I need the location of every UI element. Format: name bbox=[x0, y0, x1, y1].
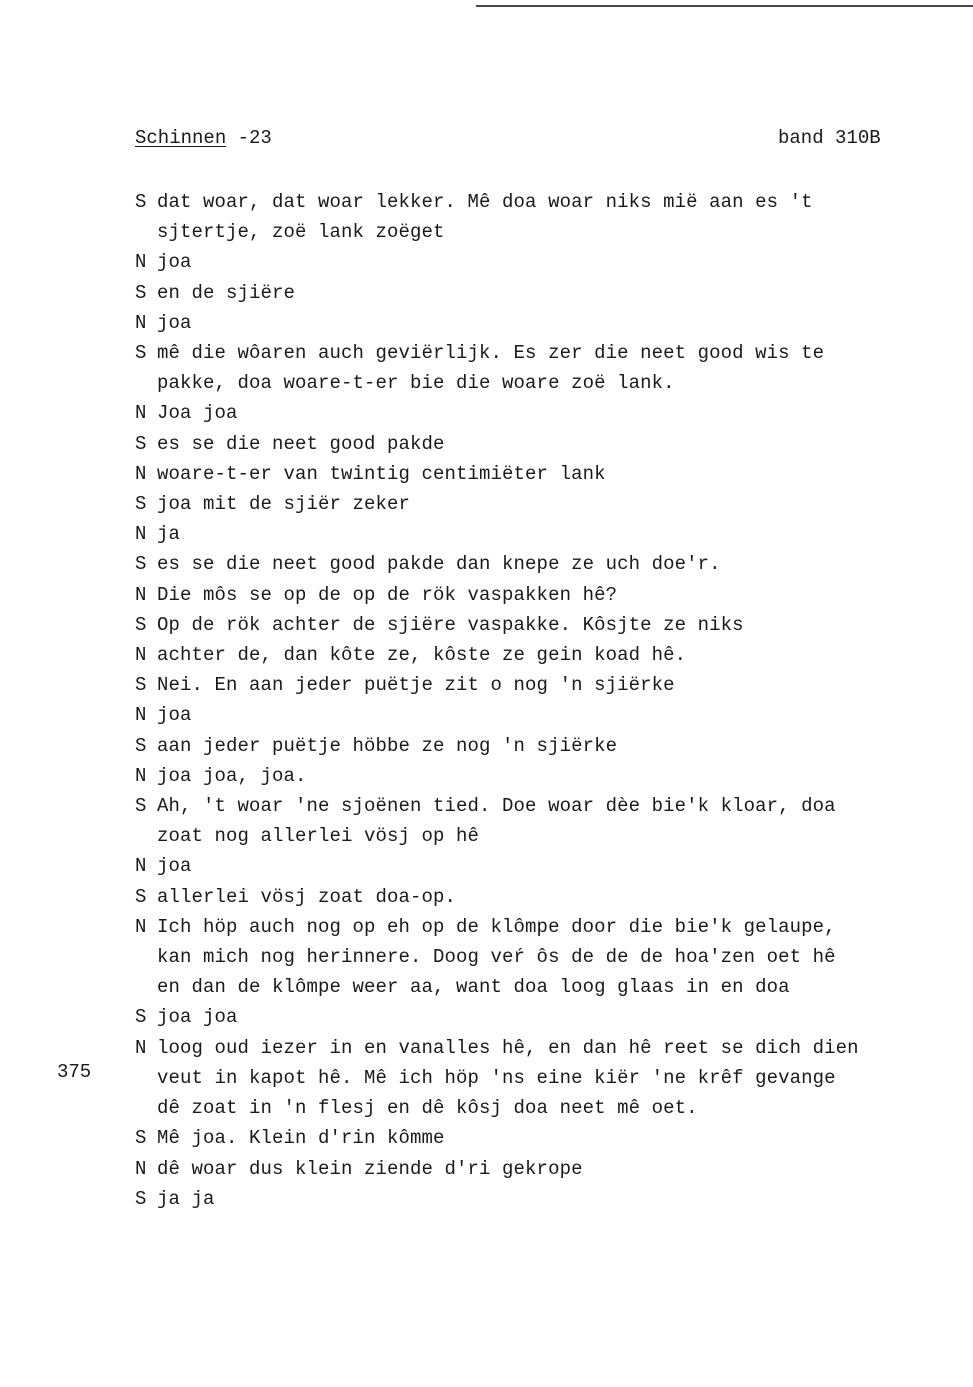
turn-text bbox=[157, 791, 925, 851]
speaker-label: S bbox=[135, 553, 147, 576]
top-rule bbox=[476, 5, 973, 7]
transcript-turn bbox=[135, 1033, 925, 1124]
turn-text bbox=[157, 851, 925, 881]
turn-text bbox=[157, 640, 925, 670]
speaker-label: S bbox=[135, 281, 147, 304]
turn-text bbox=[157, 549, 925, 579]
speaker-label: S bbox=[135, 342, 147, 365]
transcript bbox=[135, 187, 925, 1214]
transcript-turn bbox=[135, 247, 925, 277]
speaker-label: S bbox=[135, 795, 147, 818]
turn-text bbox=[157, 761, 925, 791]
speaker-label: N bbox=[135, 764, 147, 787]
page-number: -23 bbox=[226, 127, 272, 149]
transcript-turn bbox=[135, 1154, 925, 1184]
transcript-turn bbox=[135, 398, 925, 428]
text-line: es se die neet good pakde bbox=[157, 432, 445, 455]
text-line: joa bbox=[157, 251, 192, 274]
transcript-turn bbox=[135, 429, 925, 459]
turn-text bbox=[157, 1154, 925, 1184]
text-line: woare-t-er van twintig centimiëter lank bbox=[157, 462, 606, 485]
transcript-turn bbox=[135, 670, 925, 700]
text-line: loog oud iezer in en vanalles hê, en dan hê reet se dich dien bbox=[157, 1036, 859, 1059]
text-line: Op de rök achter de sjiëre vaspakke. Kôsjte ze niks bbox=[157, 613, 744, 636]
text-line: en de sjiëre bbox=[157, 281, 296, 304]
text-line: mê die wôaren auch geviërlijk. Es zer die neet good wis te bbox=[157, 342, 825, 365]
speaker-label: N bbox=[135, 1036, 147, 1059]
speaker-label: N bbox=[135, 311, 147, 334]
text-line: Mê joa. Klein d'rin kômme bbox=[157, 1127, 445, 1150]
text-line: allerlei vösj zoat doa-op. bbox=[157, 885, 457, 908]
turn-text bbox=[157, 398, 925, 428]
transcript-turn bbox=[135, 278, 925, 308]
text-line: joa bbox=[157, 311, 192, 334]
speaker-label: N bbox=[135, 915, 147, 938]
transcript-turn bbox=[135, 700, 925, 730]
speaker-label: S bbox=[135, 191, 147, 213]
turn-text bbox=[157, 1033, 925, 1124]
speaker-label: S bbox=[135, 1127, 147, 1150]
turn-text bbox=[157, 670, 925, 700]
text-line: Joa joa bbox=[157, 402, 238, 425]
text-line: Die môs se op de op de rök vaspakken hê? bbox=[157, 583, 618, 606]
turn-text bbox=[157, 731, 925, 761]
text-line: aan jeder puëtje höbbe ze nog 'n sjiërke bbox=[157, 734, 618, 757]
text-line: achter de, dan kôte ze, kôste ze gein koad hê. bbox=[157, 644, 687, 667]
text-line: joa mit de sjiër zeker bbox=[157, 493, 411, 516]
transcript-turn bbox=[135, 1123, 925, 1153]
transcript-turn bbox=[135, 610, 925, 640]
text-line: Nei. En aan jeder puëtje zit o nog 'n sjiërke bbox=[157, 674, 675, 697]
speaker-label: S bbox=[135, 885, 147, 908]
speaker-label: S bbox=[135, 1006, 147, 1029]
speaker-label: S bbox=[135, 613, 147, 636]
text-line: joa bbox=[157, 704, 192, 727]
text-line: pakke, doa woare-t-er bie die woare zoë lank. bbox=[157, 372, 675, 395]
text-line: sjtertje, zoë lank zoëget bbox=[157, 221, 445, 244]
text-line: en dan de klômpe weer aa, want doa loog glaas in en doa bbox=[157, 976, 790, 999]
text-line: dê zoat in 'n flesj en dê kôsj doa neet mê oet. bbox=[157, 1097, 698, 1120]
transcript-turn bbox=[135, 1184, 925, 1214]
speaker-label: S bbox=[135, 674, 147, 697]
turn-text bbox=[157, 1002, 925, 1032]
text-line: ja ja bbox=[157, 1187, 215, 1210]
text-line: Ah, 't woar 'ne sjoënen tied. Doe woar dèe bie'k kloar, doa bbox=[157, 795, 836, 818]
speaker-label: S bbox=[135, 734, 147, 757]
turn-text bbox=[157, 459, 925, 489]
transcript-turn bbox=[135, 1002, 925, 1032]
turn-text bbox=[157, 610, 925, 640]
text-line: ja bbox=[157, 523, 181, 546]
turn-text bbox=[157, 1123, 925, 1153]
speaker-label: N bbox=[135, 704, 147, 727]
transcript-turn bbox=[135, 519, 925, 549]
turn-text bbox=[157, 429, 925, 459]
turn-text bbox=[157, 912, 925, 1003]
turn-text bbox=[157, 489, 925, 519]
text-line: Ich höp auch nog op eh op de klômpe door die bie'k gelaupe, bbox=[157, 915, 836, 938]
transcript-turn bbox=[135, 580, 925, 610]
text-line: dat woar, dat woar lekker. Mê doa woar niks mië aan es 't bbox=[157, 191, 813, 213]
text-line: dê woar dus klein ziende d'ri gekrope bbox=[157, 1157, 583, 1180]
transcript-turn bbox=[135, 851, 925, 881]
turn-text bbox=[157, 580, 925, 610]
turn-text bbox=[157, 278, 925, 308]
speaker-label: N bbox=[135, 402, 147, 425]
page-header-left bbox=[135, 126, 272, 150]
transcript-turn bbox=[135, 489, 925, 519]
speaker-label: S bbox=[135, 493, 147, 516]
speaker-label: N bbox=[135, 251, 147, 274]
turn-text bbox=[157, 700, 925, 730]
transcript-turn bbox=[135, 731, 925, 761]
transcript-turn bbox=[135, 912, 925, 1003]
text-line: kan mich nog herinnere. Doog veŕ ôs de de de hoa'zen oet hê bbox=[157, 946, 836, 969]
turn-text bbox=[157, 882, 925, 912]
text-line: joa joa, joa. bbox=[157, 764, 307, 787]
text-line: veut in kapot hê. Mê ich höp 'ns eine kiër 'ne krêf gevange bbox=[157, 1066, 836, 1089]
text-line: joa bbox=[157, 855, 192, 878]
turn-text bbox=[157, 519, 925, 549]
margin-line-number: 375 bbox=[57, 1061, 92, 1083]
transcript-turn bbox=[135, 338, 925, 398]
speaker-label: N bbox=[135, 644, 147, 667]
speaker-label: S bbox=[135, 432, 147, 455]
transcript-turn bbox=[135, 459, 925, 489]
turn-text bbox=[157, 1184, 925, 1214]
speaker-label: N bbox=[135, 462, 147, 485]
turn-text bbox=[157, 247, 925, 277]
band-label: band 310B bbox=[778, 127, 881, 149]
turn-text bbox=[157, 308, 925, 338]
transcript-turn bbox=[135, 640, 925, 670]
text-line: joa joa bbox=[157, 1006, 238, 1029]
transcript-turn bbox=[135, 308, 925, 338]
turn-text bbox=[157, 338, 925, 398]
transcript-turn bbox=[135, 549, 925, 579]
speaker-label: N bbox=[135, 583, 147, 606]
speaker-label: N bbox=[135, 855, 147, 878]
transcript-turn bbox=[135, 791, 925, 851]
text-line: zoat nog allerlei vösj op hê bbox=[157, 825, 480, 848]
place-title: Schinnen bbox=[135, 127, 227, 149]
transcript-turn bbox=[135, 882, 925, 912]
speaker-label: N bbox=[135, 523, 147, 546]
turn-text bbox=[157, 187, 925, 247]
speaker-label: S bbox=[135, 1187, 147, 1210]
transcript-turn bbox=[135, 187, 925, 247]
speaker-label: N bbox=[135, 1157, 147, 1180]
text-line: es se die neet good pakde dan knepe ze uch doe'r. bbox=[157, 553, 721, 576]
transcript-turn bbox=[135, 761, 925, 791]
